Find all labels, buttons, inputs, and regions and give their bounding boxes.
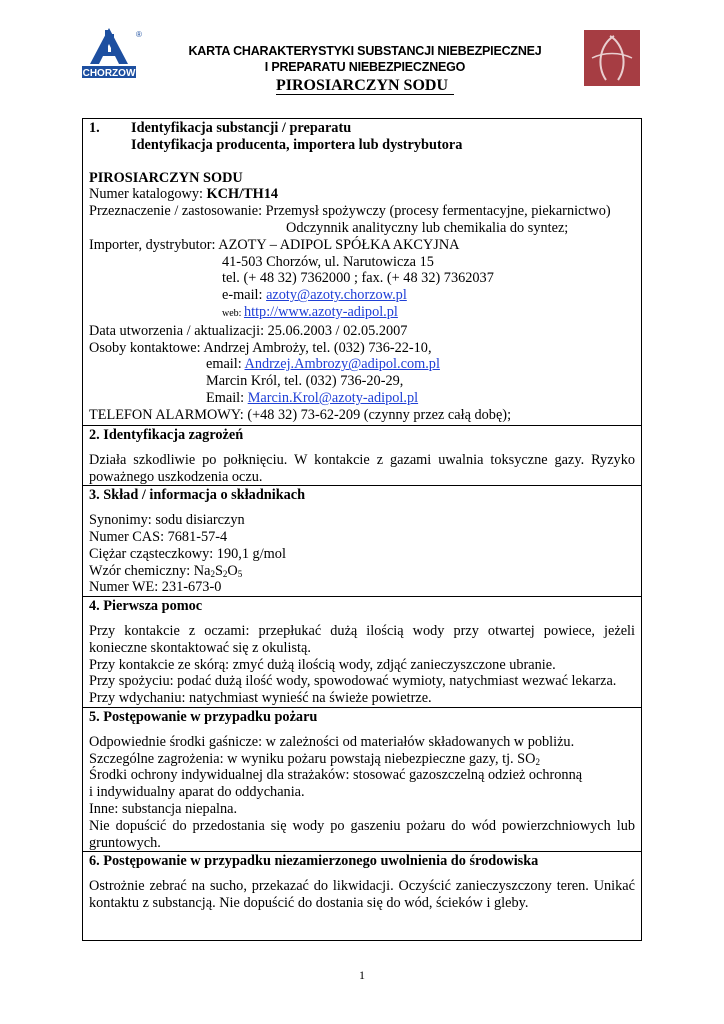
importer-web-link[interactable]: http://www.azoty-adipol.pl (243, 303, 398, 320)
first-aid-skin: Przy kontakcie ze skórą: zmyć dużą ilością wody, zdjąć zanieczyszczone ubranie. (89, 656, 556, 673)
document-title: PIROSIARCZYN SODU (160, 77, 570, 95)
header-line-2: I PREPARATU NIEBEZPIECZNEGO (264, 60, 466, 74)
section-5 (83, 707, 642, 851)
registered-mark: ® (136, 30, 142, 39)
importer-email-link[interactable]: azoty@azoty.chorzow.pl (266, 287, 407, 304)
section-6 (83, 852, 642, 941)
synonyms: Synonimy: sodu disiarczyn (89, 512, 245, 529)
header-line-1: KARTA CHARAKTERYSTYKI SUBSTANCJI NIEBEZPIECZNEJ (188, 44, 542, 58)
firefighter-protection: Środki ochrony indywidualnej dla strażaków: stosować gazoszczelną odzież ochronną (89, 767, 583, 784)
fire-hazards: Szczególne zagrożenia: w wyniku pożaru powstają niebezpieczne gazy, tj. $SO_2$ (89, 750, 540, 767)
section-2 (83, 426, 642, 486)
svg-text:CHORZOW: CHORZOW (82, 68, 136, 79)
emergency-phone: TELEFON ALARMOWY: (+48 32) 73-62-209 (czynny przez całą dobę); (89, 406, 512, 423)
dates: Data utworzenia / aktualizacji: 25.06.2003 / 02.05.2007 (89, 322, 408, 339)
section-4-title: 4. Pierwsza pomoc (89, 598, 203, 615)
intended-use-2: Odczynnik analityczny lub chemikalia do syntez; (286, 219, 569, 236)
section-1-title-2: Identyfikacja producenta, importera lub dystrybutora (131, 136, 463, 153)
importer: Importer, dystrybutor: AZOTY – ADIPOL SPÓŁKA AKCYJNA (89, 236, 460, 253)
intended-use: Przeznaczenie / zastosowanie: Przemysł spożywczy (procesy fermentacyjne, piekarnictwo) (89, 203, 611, 220)
contact-person-1: Osoby kontaktowe: Andrzej Ambroży, tel. (032) 736-22-10, (89, 339, 432, 356)
section-4 (83, 597, 642, 708)
chemical-formula: Wzór chemiczny: $Na_2S_2O_5$ (89, 562, 243, 579)
first-aid-ingestion: Przy spożyciu: podać dużą ilość wody, spowodować wymioty, natychmiast wezwać lekarza. (89, 673, 617, 690)
adipol-logo (584, 30, 640, 86)
importer-web: web: http://www.azoty-adipol.pl (222, 303, 398, 320)
safety-data-table (82, 118, 642, 941)
importer-phone: tel. (+ 48 32) 7362000 ; fax. (+ 48 32) 7362037 (222, 270, 494, 287)
section-1-title-1: 1. Identyfikacja substancji / preparatu (89, 120, 352, 136)
contact-person-2: Marcin Król, tel. (032) 736-20-29, (206, 373, 404, 390)
accidental-release-text: Ostrożnie zebrać na sucho, przekazać do likwidacji. Oczyścić zanieczyszczony teren. Unikać kontaktu z substancją. Nie dopuścić do dostania się do wód, ścieków i gleby. (89, 878, 635, 911)
fire-water-warning: Nie dopuścić do przedostania się wody po gaszeniu pożaru do wód powierzchniowych lub gruntowych. (89, 817, 635, 851)
fire-other: Inne: substancja niepalna. (89, 800, 238, 817)
section-5-title: 5. Postępowanie w przypadku pożaru (89, 708, 318, 725)
substance-name: PIROSIARCZYN SODU (89, 169, 243, 186)
contact-1-email-link[interactable]: Andrzej.Ambrozy@adipol.com.pl (244, 356, 440, 373)
section-6-title: 6. Postępowanie w przypadku niezamierzonego uwolnienia do środowiska (89, 853, 539, 870)
page-number: 1 (359, 968, 365, 982)
section-2-title: 2. Identyfikacja zagrożeń (89, 427, 244, 443)
section-1 (83, 119, 642, 426)
molecular-weight: Ciężar cząsteczkowy: 190,1 g/mol (89, 545, 286, 562)
cas-number: Numer CAS: 7681-57-4 (89, 528, 228, 545)
azoty-chorzow-logo (78, 26, 140, 82)
firefighter-protection-2: i indywidualny aparat do oddychania. (89, 784, 305, 801)
first-aid-eyes: Przy kontakcie z oczami: przepłukać dużą ilością wody przy otwartej powiece, jeżeli konieczne skontaktować się z okulistą. (89, 622, 635, 656)
importer-address: 41-503 Chorzów, ul. Narutowicza 15 (222, 253, 434, 270)
importer-email: e-mail: azoty@azoty.chorzow.pl (222, 287, 407, 304)
first-aid-inhalation: Przy wdychaniu: natychmiast wynieść na świeże powietrze. (89, 690, 432, 707)
ec-number: Numer WE: 231-673-0 (89, 579, 222, 596)
contact-2-email-link[interactable]: Marcin.Krol@azoty-adipol.pl (247, 389, 419, 406)
hazards-text: Działa szkodliwie po połknięciu. W kontakcie z gazami uwalnia toksyczne gazy. Ryzyko poważnego uszkodzenia oczu. (89, 451, 635, 485)
section-3-title: 3. Skład / informacja o składnikach (89, 487, 306, 504)
catalog-number: Numer katalogowy: KCH/TH14 (89, 186, 279, 203)
contact-2-email: Email: Marcin.Krol@azoty-adipol.pl (206, 389, 419, 406)
section-3 (83, 486, 642, 597)
fire-extinguishing: Odpowiednie środki gaśnicze: w zależności od materiałów składowanych w pobliżu. (89, 733, 575, 750)
contact-1-email: email: Andrzej.Ambrozy@adipol.com.pl (206, 356, 440, 373)
